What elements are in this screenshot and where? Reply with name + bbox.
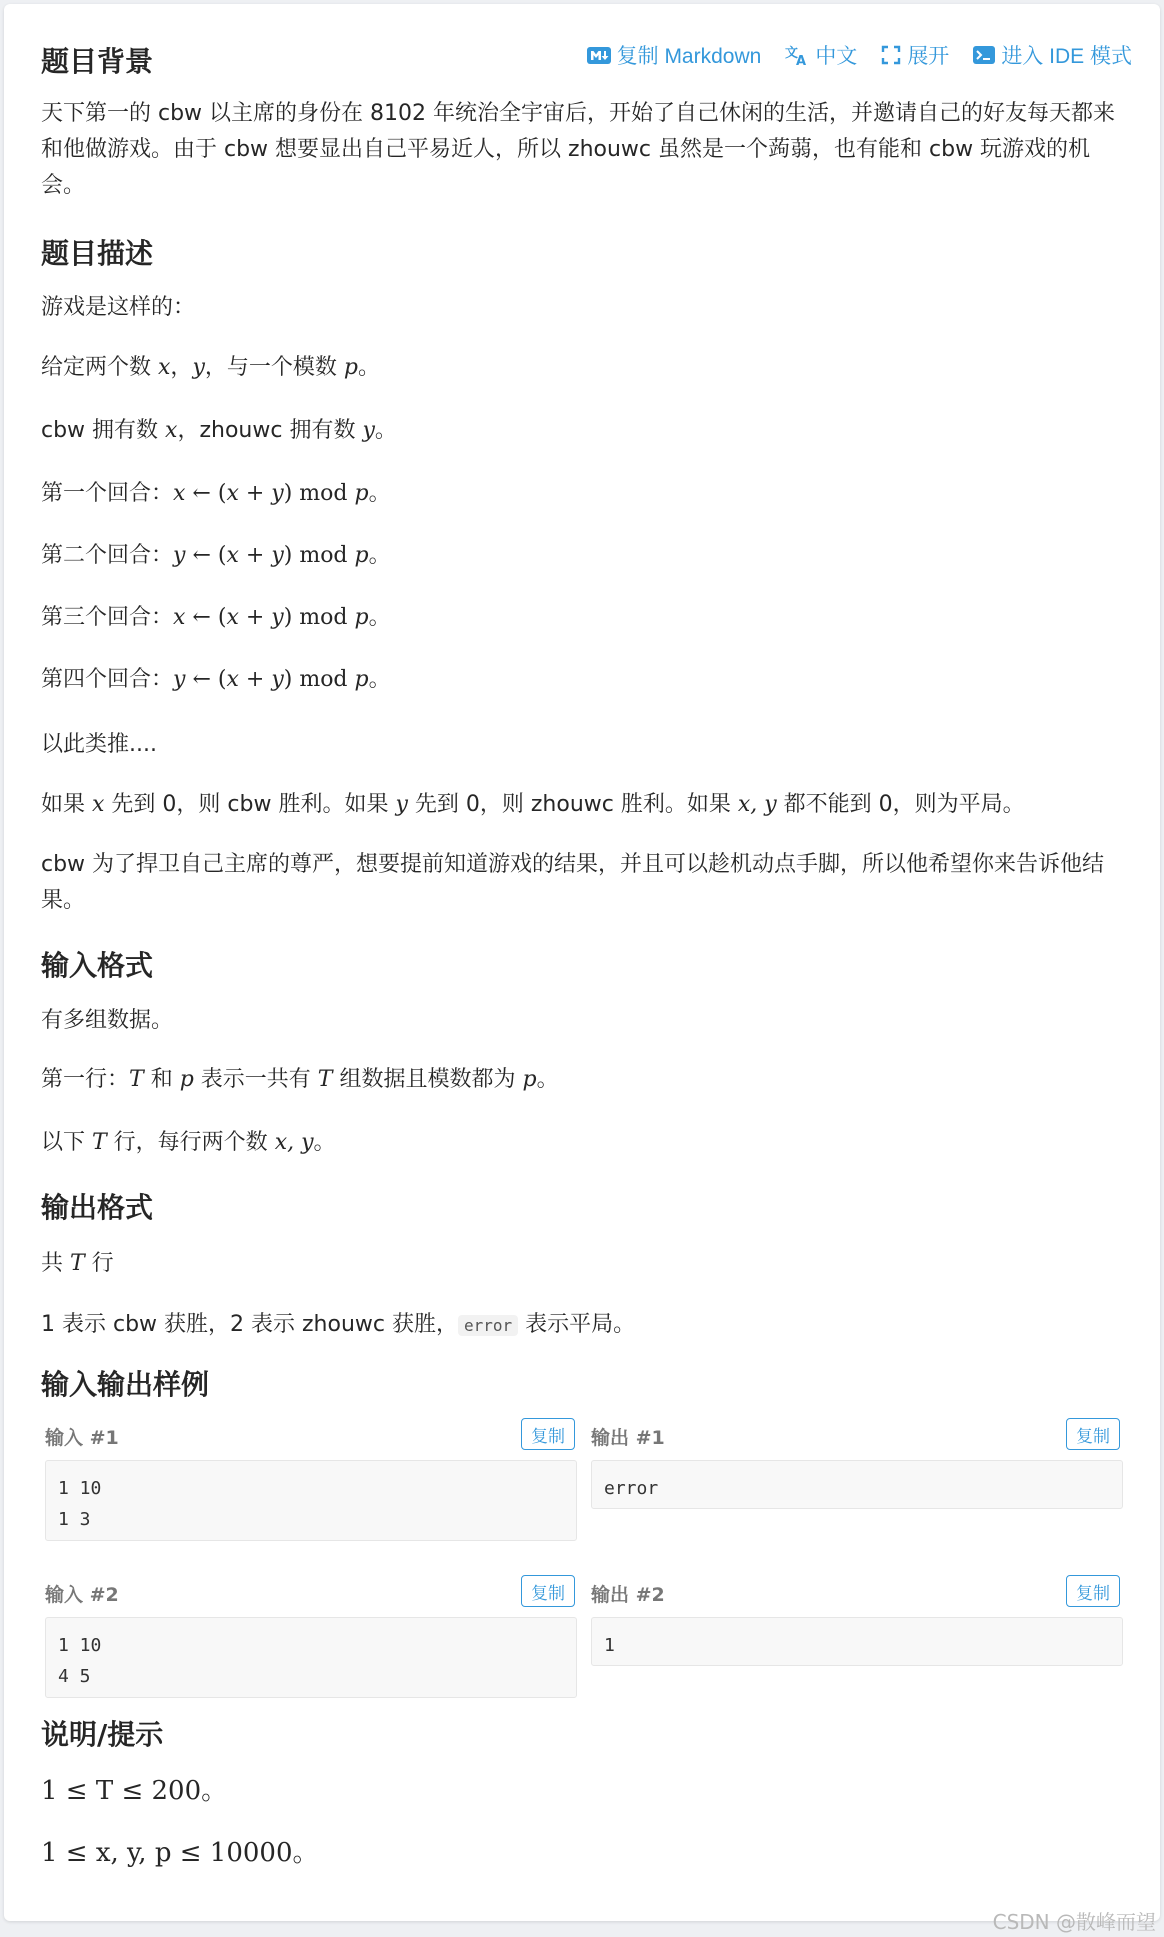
sample-2-input-copy-button[interactable]: 复制 <box>521 1575 575 1607</box>
description-ownership: cbw 拥有数 x，zhouwc 拥有数 y。 <box>41 418 397 443</box>
sample-1-output-label: 输出 #1 <box>591 1427 665 1449</box>
description-etc: 以此类推.... <box>41 732 157 757</box>
output-format-line2: 1 表示 cbw 获胜，2 表示 zhouwc 获胜， error 表示平局。 <box>41 1312 636 1337</box>
description-given: 给定两个数 x，y，与一个模数 p。 <box>41 355 380 380</box>
expand-button[interactable] <box>881 40 949 70</box>
input-format-line2: 第一行：T 和 p 表示一共有 T 组数据且模数都为 p。 <box>41 1067 559 1092</box>
description-intro: 游戏是这样的： <box>41 295 196 320</box>
input-format-heading: 输入格式 <box>41 949 154 982</box>
csdn-watermark: CSDN @散峰而望 <box>992 1910 1156 1934</box>
expand-icon <box>881 45 901 65</box>
language-label: 中文 <box>815 45 858 68</box>
svg-text:文: 文 <box>785 46 799 61</box>
hint-line1: 1 ≤ T ≤ 200。 <box>41 1776 228 1806</box>
expand-label: 展开 <box>907 45 950 68</box>
sample-2-output-copy-button[interactable]: 复制 <box>1066 1575 1120 1607</box>
sample-1-input-box: 1 10 1 3 <box>45 1460 577 1541</box>
sample-2-output-label: 输出 #2 <box>591 1584 665 1606</box>
language-button[interactable] <box>785 40 857 70</box>
description-win-rules: 如果 x 先到 0，则 cbw 胜利。如果 y 先到 0，则 zhouwc 胜利。如果 x, y 都不能到 0，则为平局。 <box>41 792 1025 817</box>
sample-1-output-box: error <box>591 1460 1123 1509</box>
sample-1-output-copy-button[interactable]: 复制 <box>1066 1418 1120 1450</box>
sample-1-input-copy-button[interactable]: 复制 <box>521 1418 575 1450</box>
ide-mode-button[interactable] <box>973 40 1132 70</box>
sample-1-input-label: 输入 #1 <box>45 1427 119 1449</box>
input-format-line1: 有多组数据。 <box>41 1008 174 1033</box>
description-heading: 题目描述 <box>41 237 154 270</box>
round-3: 第三个回合：x ← (x + y) mod p。 <box>41 605 391 630</box>
ide-mode-label: 进入 IDE 模式 <box>1001 45 1132 68</box>
sample-2-input-box: 1 10 4 5 <box>45 1617 577 1698</box>
round-2: 第二个回合：y ← (x + y) mod p。 <box>41 543 391 568</box>
terminal-icon <box>973 46 995 64</box>
error-code-inline: error <box>458 1315 518 1336</box>
output-format-line1: 共 T 行 <box>41 1251 114 1276</box>
round-4: 第四个回合：y ← (x + y) mod p。 <box>41 667 391 692</box>
copy-markdown-label: 复制 Markdown <box>616 45 762 68</box>
problem-toolbar <box>587 40 1132 70</box>
background-heading: 题目背景 <box>41 45 154 78</box>
copy-markdown-button[interactable] <box>587 40 762 70</box>
description-last: cbw 为了捍卫自己主席的尊严，想要提前知道游戏的结果，并且可以趁机动点手脚，所以他希望你来告诉他结果。 <box>41 852 1105 913</box>
sample-2-output-box: 1 <box>591 1617 1123 1666</box>
translate-icon <box>785 44 809 66</box>
hint-line2: 1 ≤ x, y, p ≤ 10000。 <box>41 1838 319 1868</box>
svg-text:A: A <box>796 54 807 66</box>
round-1: 第一个回合：x ← (x + y) mod p。 <box>41 481 391 506</box>
markdown-icon <box>587 47 611 64</box>
output-format-heading: 输出格式 <box>41 1191 154 1224</box>
input-format-line3: 以下 T 行，每行两个数 x, y。 <box>41 1130 336 1155</box>
samples-heading: 输入输出样例 <box>41 1368 210 1401</box>
background-text: 天下第一的 cbw 以主席的身份在 8102 年统治全宇宙后，开始了自己休闲的生活，并邀请自己的好友每天都来和他做游戏。由于 cbw 想要显出自己平易近人，所以 zhouwc 虽然是一个蒟蒻，也有能和 cbw 玩游戏的机会。 <box>41 101 1116 198</box>
hint-heading: 说明/提示 <box>41 1718 164 1751</box>
sample-2-input-label: 输入 #2 <box>45 1584 119 1606</box>
problem-card <box>4 4 1160 1921</box>
